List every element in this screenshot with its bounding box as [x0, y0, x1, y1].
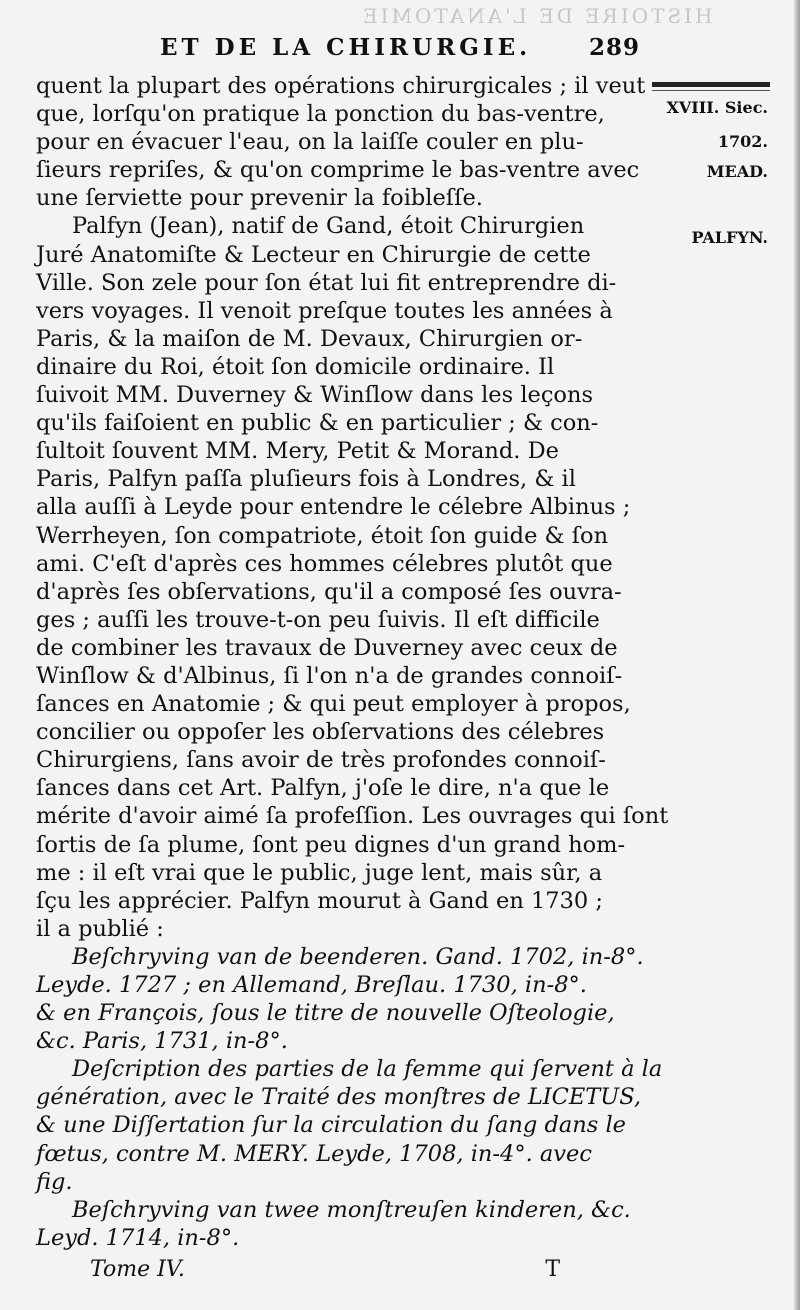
bib-line: fœtus, contre M. MERY. Leyde, 1708, in-4°. avec [36, 1140, 592, 1167]
margin-note-palfyn: PALFYN. [691, 228, 768, 247]
bib-line: fig. [36, 1168, 73, 1195]
text-line: Ville. Son zele pour ſon état lui fit entreprendre di- [36, 269, 617, 296]
text-line: Werrheyen, ſon compatriote, étoit ſon guide & ſon [36, 522, 609, 549]
text-line: de combiner les travaux de Duverney avec ceux de [36, 634, 618, 661]
margin-note-year: 1702. [717, 132, 768, 151]
bib-line: Deſcription des parties de la femme qui ſervent à la [72, 1056, 663, 1083]
page-number: 289 [588, 34, 640, 61]
text-line: vers voyages. Il venoit preſque toutes les années à [36, 297, 613, 324]
text-line: Palfyn (Jean), natif de Gand, étoit Chirurgien [72, 213, 585, 240]
margin-rule-thin [652, 90, 770, 91]
text-line: ami. C'eſt d'après ces hommes célebres plutôt que [36, 550, 613, 577]
main-text [36, 72, 669, 1252]
text-line: ſortis de ſa plume, ſont peu dignes d'un grand hom- [36, 831, 626, 858]
text-line: ſçu les apprécier. Palfyn mourut à Gand en 1730 ; [36, 887, 603, 914]
volume-label: Tome IV. [90, 1257, 185, 1282]
page-footer [90, 1257, 560, 1282]
text-line: quent la plupart des opérations chirurgicales ; il veut [36, 73, 646, 99]
text-line: Paris, Palfyn paſſa pluſieurs fois à Londres, & il [36, 466, 576, 493]
bleed-through-text: HISTOIRE DE L'ANATOMIE [360, 4, 713, 28]
bib-line: & en François, ſous le titre de nouvelle Oſteologie, [36, 1000, 615, 1027]
bibliography [36, 943, 663, 1252]
margin-rule [652, 82, 770, 87]
text-line: Chirurgiens, ſans avoir de très profondes connoiſ- [36, 747, 606, 774]
page-edge [794, 0, 800, 1310]
bib-line: Leyde. 1727 ; en Allemand, Breſlau. 1730, in-8°. [36, 972, 587, 998]
text-line: Juré Anatomiſte & Lecteur en Chirurgie de cette [36, 241, 591, 268]
bib-line: & une Diſſertation ſur la circulation du ſang dans le [36, 1112, 626, 1139]
text-line: ſieurs repriſes, & qu'on comprime le bas-ventre avec [36, 157, 640, 184]
bib-line: Leyd. 1714, in-8°. [36, 1224, 240, 1251]
bib-line: Beſchryving van de beenderen. Gand. 1702, in-8°. [72, 943, 644, 970]
bib-line: Beſchryving van twee monſtreuſen kinderen, &c. [72, 1196, 631, 1223]
text-line: une ſerviette pour prevenir la foibleſſe. [36, 185, 483, 212]
text-line: alla auſſi à Leyde pour entendre le célebre Albinus ; [36, 494, 631, 521]
text-line: ges ; auſſi les trouve-t-on peu ſuivis. Il eſt difficile [36, 606, 600, 633]
signature-mark: T [545, 1257, 560, 1282]
text-line: ſultoit ſouvent MM. Mery, Petit & Morand. De [36, 438, 559, 465]
text-line: ſuivoit MM. Duverney & Winſlow dans les leçons [36, 382, 594, 409]
text-line: ſances dans cet Art. Palfyn, j'oſe le dire, n'a que le [36, 775, 610, 802]
running-header [160, 34, 640, 61]
text-line: Winſlow & d'Albinus, ſi l'on n'a de grandes connoiſ- [36, 662, 623, 689]
text-line: que, lorſqu'on pratique la ponction du bas-ventre, [36, 101, 605, 128]
text-line: pour en évacuer l'eau, on la laiſſe couler en plu- [36, 129, 584, 156]
bib-line: &c. Paris, 1731, in-8°. [36, 1028, 288, 1055]
running-title: ET DE LA CHIRURGIE. [160, 34, 532, 61]
text-line: concilier ou oppoſer les obſervations des célebres [36, 719, 605, 746]
text-line: il a publié : [36, 915, 164, 942]
text-line: mérite d'avoir aimé ſa profeſſion. Les ouvrages qui ſont [36, 803, 669, 830]
text-line: ſances en Anatomie ; & qui peut employer à propos, [36, 691, 631, 718]
bib-line: génération, avec le Traité des monſtres de LICETUS, [36, 1084, 642, 1111]
text-line: me : il eſt vrai que le public, juge lent, mais sûr, a [36, 859, 603, 886]
margin-note-mead: MEAD. [706, 162, 768, 181]
text-line: qu'ils faiſoient en public & en particulier ; & con- [36, 410, 599, 437]
text-line: dinaire du Roi, étoit ſon domicile ordinaire. Il [36, 353, 555, 380]
margin-note-century: XVIII. Siec. [666, 98, 768, 117]
text-line: d'après ſes obſervations, qu'il a composé ſes ouvra- [36, 578, 622, 605]
text-line: Paris, & la maiſon de M. Devaux, Chirurgien or- [36, 325, 583, 352]
